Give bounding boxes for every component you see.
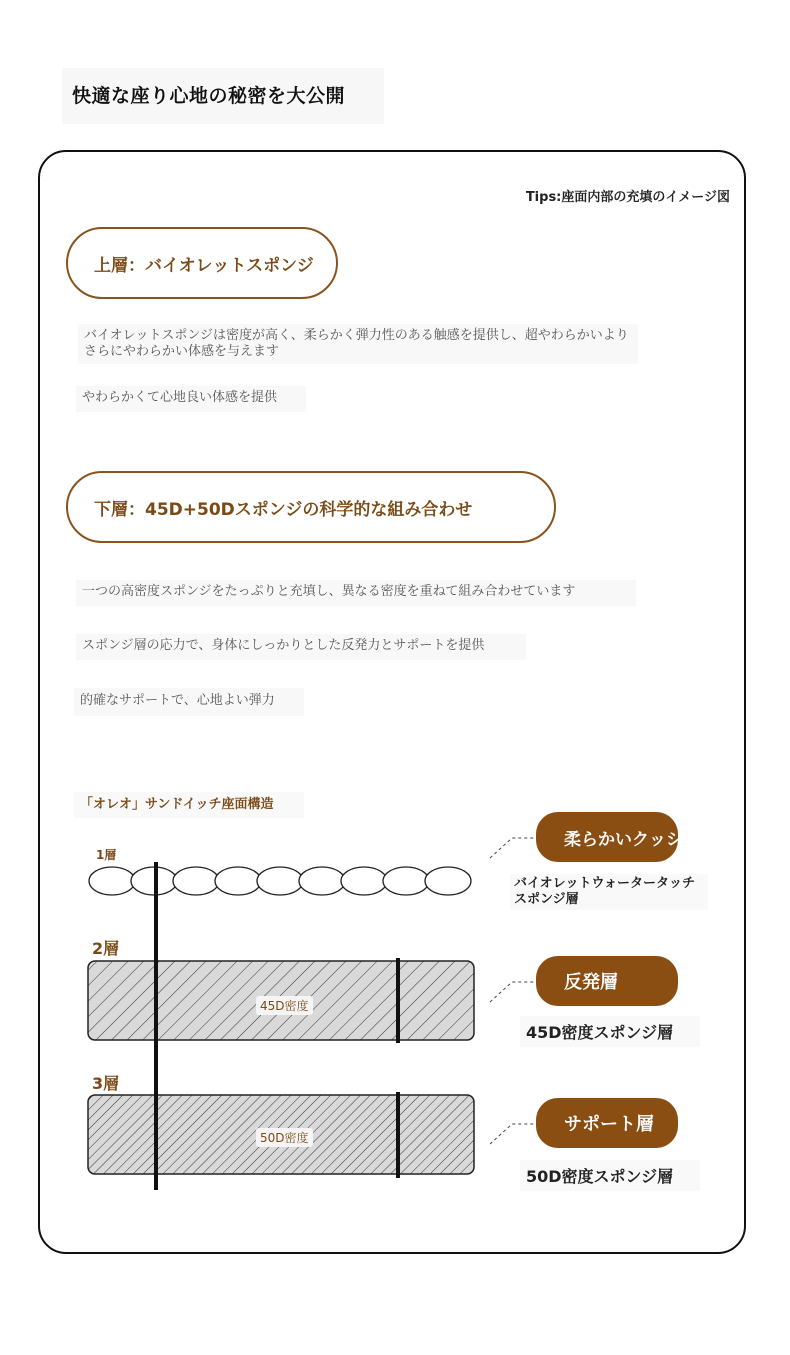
lower-layer-benefit: 的確なサポートで、心地よい弾力 bbox=[74, 688, 304, 716]
callout-line-3 bbox=[490, 1124, 540, 1144]
page-title: 快適な座り心地の秘密を大公開 bbox=[62, 68, 384, 124]
diagram-title: 「オレオ」サンドイッチ座面構造 bbox=[74, 792, 304, 818]
upper-layer-description: バイオレットスポンジは密度が高く、柔らかく弾力性のある触感を提供し、超やわらかいよりさらにやわらかい体感を与えます bbox=[78, 324, 638, 364]
callout-line-1 bbox=[490, 838, 540, 858]
upper-layer-benefit: やわらかくて心地良い体感を提供 bbox=[76, 386, 306, 412]
lower-layer-title: 下層：45D+50Dスポンジの科学的な組み合わせ bbox=[66, 471, 556, 543]
layer2-tag: 反発層 bbox=[536, 956, 678, 1006]
layer1-foam-shape bbox=[89, 867, 471, 895]
lower-layer-description: 一つの高密度スポンジをたっぷりと充填し、異なる密度を重ねて組み合わせています bbox=[76, 580, 636, 606]
layer1-description: バイオレットウォータータッチスポンジ層 bbox=[510, 874, 708, 910]
layer3-density-label: 50D密度 bbox=[256, 1128, 313, 1147]
layer2-label: 2層 bbox=[92, 939, 120, 958]
layer1-label: 1層 bbox=[96, 848, 117, 862]
layer2-density-label: 45D密度 bbox=[256, 996, 313, 1015]
callout-line-2 bbox=[490, 982, 540, 1002]
layer3-description: 50D密度スポンジ層 bbox=[520, 1160, 700, 1191]
layer2-description: 45D密度スポンジ層 bbox=[520, 1016, 700, 1047]
layer3-label: 3層 bbox=[92, 1074, 120, 1093]
lower-layer-support: スポンジ層の応力で、身体にしっかりとした反発力とサポートを提供 bbox=[76, 634, 526, 660]
upper-layer-title: 上層：バイオレットスポンジ bbox=[66, 227, 338, 299]
layer3-tag: サポート層 bbox=[536, 1098, 678, 1148]
tips-caption: Tips:座面内部の充填のイメージ図 bbox=[525, 190, 730, 205]
layer1-tag: 柔らかいクッション層 bbox=[536, 812, 678, 862]
